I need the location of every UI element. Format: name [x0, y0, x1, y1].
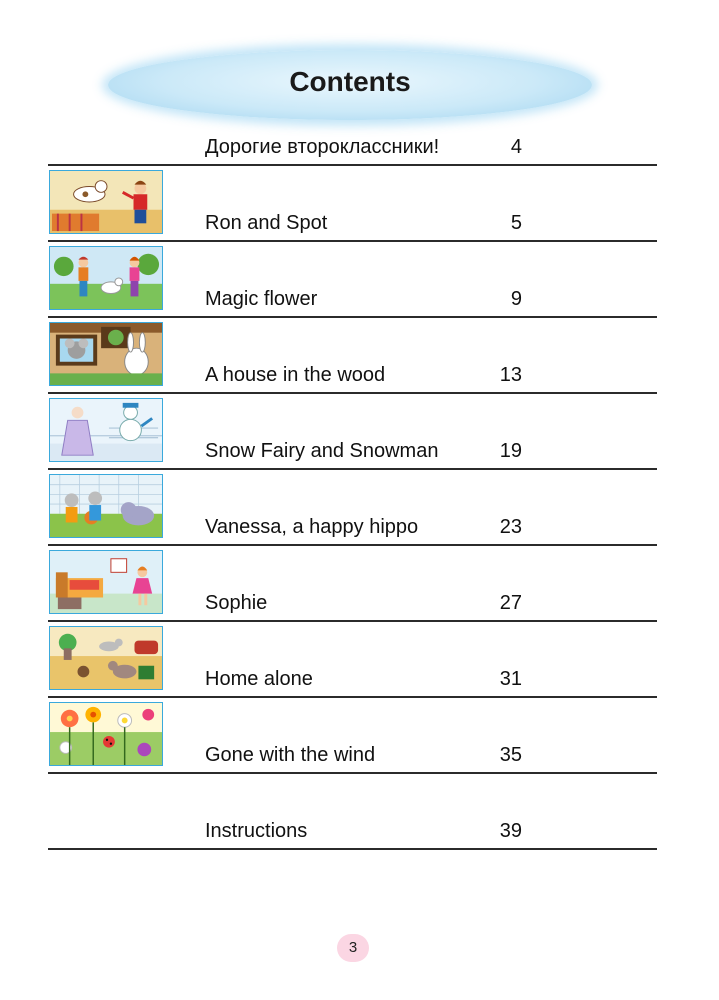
- toc-entry-page: 19: [499, 440, 522, 462]
- toc-entry[interactable]: [48, 774, 657, 850]
- toc-entry-title: Snow Fairy and Snowman: [205, 440, 439, 462]
- toc-entry-page: 5: [510, 212, 522, 234]
- toc-entry-page: 23: [499, 516, 522, 538]
- rabbits-and-hippo-illustration: [49, 474, 163, 538]
- girl-in-bedroom-illustration: [49, 550, 163, 614]
- toc-entry-page: 35: [499, 744, 522, 766]
- toc-entry-page: 31: [499, 668, 522, 690]
- toc-entry-page: 9: [510, 288, 522, 310]
- toc-entry[interactable]: [48, 470, 657, 546]
- flower-meadow-illustration: [49, 702, 163, 766]
- toc-entry[interactable]: [48, 546, 657, 622]
- toc-entry-title: Magic flower: [205, 288, 318, 310]
- toc-entry-title: Vanessa, a happy hippo: [205, 516, 419, 538]
- toc-entry-page: 13: [499, 364, 522, 386]
- toc-entry-title: Sophie: [205, 592, 268, 614]
- toc-entry-title: Home alone: [205, 668, 313, 690]
- toc-entry-title: Gone with the wind: [205, 744, 376, 766]
- toc-entry-page: 4: [510, 136, 522, 158]
- table-of-contents: [48, 90, 657, 850]
- toc-entry[interactable]: [48, 622, 657, 698]
- pets-in-room-illustration: [49, 626, 163, 690]
- toc-entry[interactable]: [48, 394, 657, 470]
- toc-entry-title: A house in the wood: [205, 364, 386, 386]
- toc-entry-page: 39: [499, 820, 522, 842]
- toc-entry[interactable]: [48, 90, 657, 166]
- boy-and-dog-illustration: [49, 170, 163, 234]
- page-number-badge: 3: [337, 934, 369, 962]
- toc-entry-title: Instructions: [205, 820, 308, 842]
- toc-entry-title: Ron and Spot: [205, 212, 328, 234]
- toc-entry[interactable]: [48, 166, 657, 242]
- children-with-puppy-illustration: [49, 246, 163, 310]
- toc-entry[interactable]: [48, 318, 657, 394]
- toc-entry[interactable]: [48, 242, 657, 318]
- toc-entry-page: 27: [499, 592, 522, 614]
- snow-fairy-snowman-illustration: [49, 398, 163, 462]
- page-title: Contents: [289, 66, 411, 97]
- mouse-frog-rabbit-house-illustration: [49, 322, 163, 386]
- toc-entry[interactable]: [48, 698, 657, 774]
- toc-entry-title: Дорогие второклассники!: [205, 136, 440, 158]
